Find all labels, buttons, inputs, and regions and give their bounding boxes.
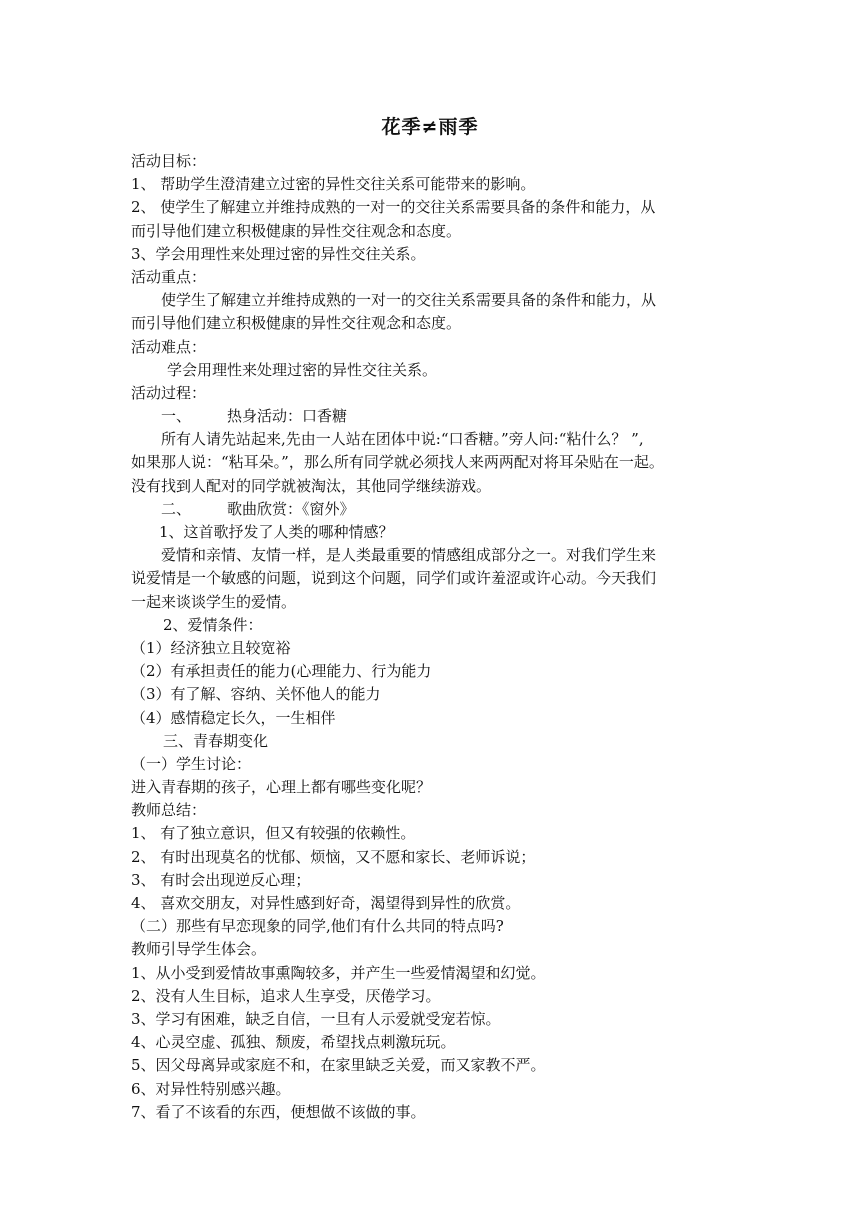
heading-objectives: 活动目标： — [131, 152, 207, 170]
key-point-text-cont: 而引导他们建立积极健康的异性交往观念和态度。 — [131, 314, 462, 333]
warmup-paragraph-cont-1: 如果那人说：“粘耳朵。”，那么所有同学就必须找人来两两配对将耳朵贴在一起。 — [131, 453, 664, 472]
difficulty-text: 学会用理性来处理过密的异性交往关系。 — [167, 360, 438, 379]
section-1-title: 热身活动：口香糖 — [227, 407, 348, 426]
teacher-guide-heading: 教师引导学生体会。 — [131, 940, 267, 959]
trait-item-3: 3、学习有困难，缺乏自信，一旦有人示爱就受宠若惊。 — [131, 1009, 501, 1028]
condition-1: （1）经济独立且较宽裕 — [131, 638, 291, 657]
condition-2: （2）有承担责任的能力(心理能力、行为能力 — [131, 662, 432, 681]
trait-item-1: 1、从小受到爱情故事熏陶较多，并产生一些爱情渴望和幻觉。 — [131, 963, 546, 982]
early-love-question: （二）那些有早恋现象的同学,他们有什么共同的特点吗? — [131, 917, 504, 936]
trait-item-5: 5、因父母离异或家庭不和，在家里缺乏关爱，而又家教不严。 — [131, 1056, 546, 1075]
objective-3: 3、学会用理性来处理过密的异性交往关系。 — [131, 244, 426, 263]
heading-key-points: 活动重点： — [131, 267, 207, 286]
section-3-heading: 三、青春期变化 — [163, 731, 269, 750]
section-2-heading — [131, 498, 731, 521]
summary-item-1: 1、 有了独立意识，但又有较强的依赖性。 — [131, 824, 416, 843]
trait-item-4: 4、心灵空虚、孤独、颓废，希望找点刺激玩玩。 — [131, 1033, 456, 1052]
heading-difficulties: 活动难点： — [131, 337, 207, 356]
warmup-paragraph: 所有人请先站起来,先由一人站在团体中说:“口香糖。”旁人问:“粘什么？ ”, — [161, 430, 644, 449]
section-1-number: 一、 — [161, 407, 192, 426]
trait-item-2: 2、没有人生目标，追求人生享受，厌倦学习。 — [131, 986, 441, 1005]
discussion-question: 进入青春期的孩子，心理上都有哪些变化呢？ — [131, 778, 432, 797]
section-2-number: 二、 — [161, 499, 192, 518]
love-paragraph-cont-1: 说爱情是一个敏感的问题，说到这个问题，同学们或许羞涩或许心动。今天我们 — [131, 569, 657, 588]
love-conditions-heading: 2、爱情条件： — [163, 615, 263, 634]
teacher-summary-heading: 教师总结： — [131, 801, 207, 820]
summary-item-2: 2、 有时出现莫名的忧郁、烦恼，又不愿和家长、老师诉说； — [131, 847, 536, 866]
section-1-heading — [131, 405, 731, 428]
summary-item-4: 4、 喜欢交朋友，对异性感到好奇，渴望得到异性的欣赏。 — [131, 894, 521, 912]
discussion-heading: （一）学生讨论： — [131, 754, 252, 773]
objective-2-cont: 而引导他们建立积极健康的异性交往观念和态度。 — [131, 221, 462, 240]
trait-item-7: 7、看了不该看的东西，便想做不该做的事。 — [131, 1102, 426, 1121]
warmup-paragraph-cont-2: 没有找到人配对的同学就被淘汰，其他同学继续游戏。 — [131, 476, 492, 495]
condition-4: （4）感情稳定长久，一生相伴 — [131, 708, 336, 727]
heading-process: 活动过程： — [131, 383, 207, 402]
objective-2: 2、 使学生了解建立并维持成熟的一对一的交往关系需要具备的条件和能力，从 — [131, 198, 656, 217]
condition-3: （3）有了解、容纳、关怀他人的能力 — [131, 685, 381, 704]
key-point-text: 使学生了解建立并维持成熟的一对一的交往关系需要具备的条件和能力，从 — [161, 291, 657, 310]
document-title: 花季≠雨季 — [381, 116, 479, 138]
summary-item-3: 3、 有时会出现逆反心理； — [131, 870, 311, 889]
section-2-title: 歌曲欣赏：《窗外》 — [227, 499, 355, 518]
love-paragraph-cont-2: 一起来谈谈学生的爱情。 — [131, 592, 297, 611]
document-body — [131, 150, 731, 1124]
love-paragraph: 爱情和亲情、友情一样，是人类最重要的情感组成部分之一。对我们学生来 — [161, 546, 657, 565]
question-1: 1、这首歌抒发了人类的哪种情感？ — [159, 523, 394, 541]
trait-item-6: 6、对异性特别感兴趣。 — [131, 1079, 291, 1098]
objective-1: 1、 帮助学生澄清建立过密的异性交往关系可能带来的影响。 — [131, 175, 536, 194]
